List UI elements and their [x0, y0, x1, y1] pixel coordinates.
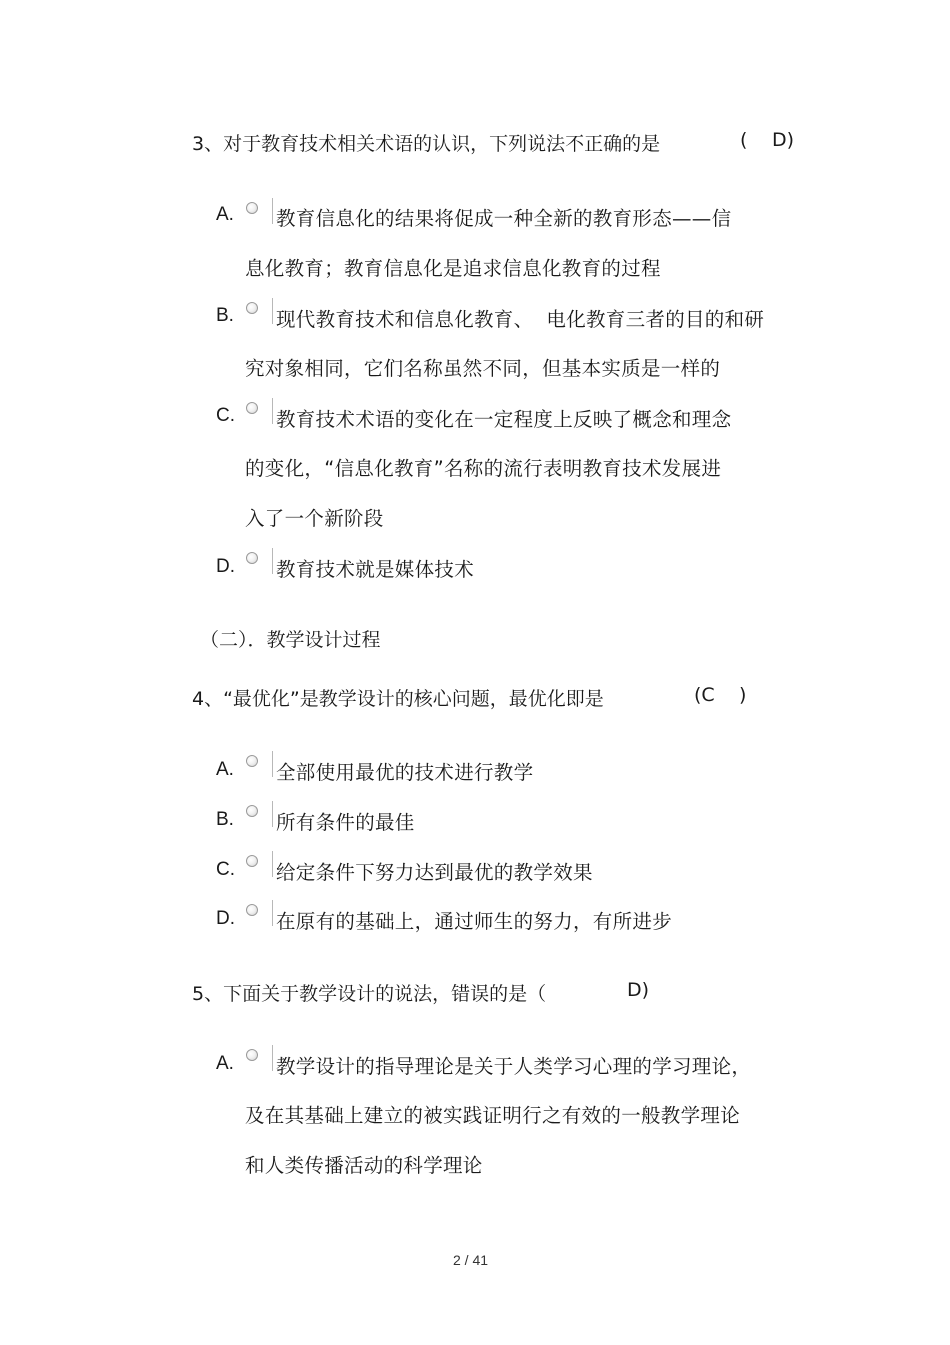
- text-cursor-icon: [272, 851, 273, 877]
- question-5-text: 5、下面关于教学设计的说法，错误的是（: [192, 983, 547, 1005]
- question-3-text: 3、对于教育技术相关术语的认识，下列说法不正确的是: [192, 133, 661, 155]
- question-4-answer: ): [739, 684, 747, 706]
- text-cursor-icon: [272, 1045, 273, 1071]
- option-line: 及在其基础上建立的被实践证明行之有效的一般教学理论: [245, 1104, 741, 1127]
- radio-button[interactable]: [246, 202, 258, 214]
- radio-button[interactable]: [246, 755, 258, 767]
- option-letter: C.: [216, 859, 235, 880]
- option-letter: B.: [216, 809, 234, 830]
- question-4-answer-open: (C: [694, 684, 715, 706]
- radio-button[interactable]: [246, 1049, 258, 1061]
- radio-button[interactable]: [246, 855, 258, 867]
- question-4-text: 4、“最优化”是教学设计的核心问题，最优化即是: [192, 688, 604, 710]
- radio-button[interactable]: [246, 552, 258, 564]
- option-line: 教育技术术语的变化在一定程度上反映了概念和理念: [276, 408, 732, 431]
- question-3-answer-open: (: [740, 129, 748, 151]
- option-letter: A.: [216, 759, 234, 780]
- option-line: 教育技术就是媒体技术: [276, 558, 475, 581]
- radio-button[interactable]: [246, 805, 258, 817]
- text-cursor-icon: [272, 751, 273, 777]
- option-line: 教学设计的指导理论是关于人类学习心理的学习理论，: [276, 1055, 752, 1078]
- radio-button[interactable]: [246, 904, 258, 916]
- option-line: 全部使用最优的技术进行教学: [276, 761, 534, 784]
- question-5-answer: D): [627, 979, 650, 1001]
- option-letter: D.: [216, 556, 235, 577]
- text-cursor-icon: [272, 198, 273, 224]
- option-letter: A.: [216, 204, 234, 225]
- option-line: 现代教育技术和信息化教育、 电化教育三者的目的和研: [276, 308, 765, 331]
- option-letter: D.: [216, 908, 235, 929]
- page-number: 2 / 41: [453, 1252, 489, 1268]
- option-line: 和人类传播活动的科学理论: [245, 1154, 483, 1177]
- option-line: 究对象相同，它们名称虽然不同，但基本实质是一样的: [245, 357, 721, 380]
- option-letter: B.: [216, 305, 234, 326]
- option-line: 教育信息化的结果将促成一种全新的教育形态——信: [276, 207, 732, 230]
- radio-button[interactable]: [246, 302, 258, 314]
- text-cursor-icon: [272, 398, 273, 424]
- text-cursor-icon: [272, 298, 273, 324]
- question-3-answer: D): [772, 129, 795, 151]
- option-line: 的变化，“信息化教育”名称的流行表明教育技术发展进: [245, 457, 722, 480]
- option-line: 在原有的基础上，通过师生的努力，有所进步: [276, 910, 673, 933]
- radio-button[interactable]: [246, 402, 258, 414]
- option-letter: C.: [216, 405, 235, 426]
- option-line: 给定条件下努力达到最优的教学效果: [276, 861, 593, 884]
- option-line: 所有条件的最佳: [276, 811, 415, 834]
- option-letter: A.: [216, 1053, 234, 1074]
- text-cursor-icon: [272, 900, 273, 926]
- section-heading: （二）．教学设计过程: [200, 629, 381, 651]
- option-line: 息化教育；教育信息化是追求信息化教育的过程: [245, 257, 661, 280]
- text-cursor-icon: [272, 548, 273, 574]
- option-line: 入了一个新阶段: [245, 507, 384, 530]
- text-cursor-icon: [272, 801, 273, 827]
